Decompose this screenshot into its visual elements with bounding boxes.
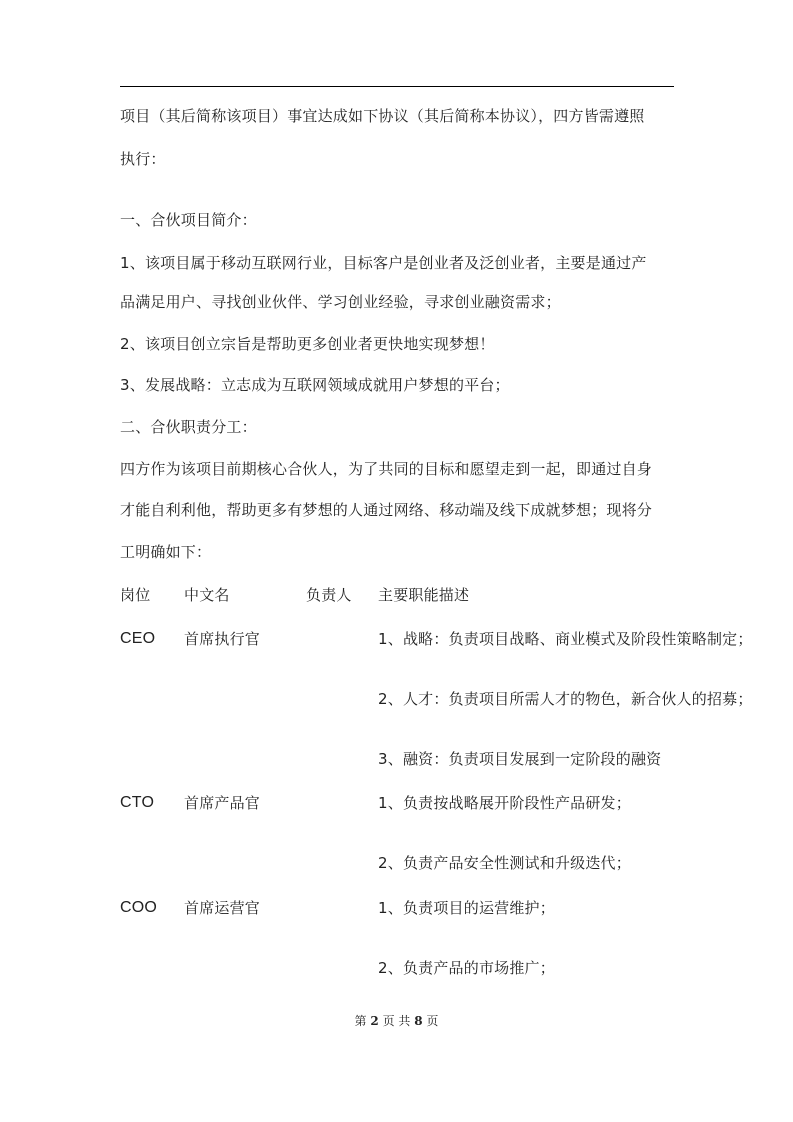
footer-suffix: 页: [426, 1014, 439, 1028]
section-2-body-line-3: 工明确如下：: [120, 543, 212, 561]
page-footer: [0, 1012, 793, 1029]
table-row-ceo-duty-3: 3、融资：负责项目发展到一定阶段的融资: [378, 750, 662, 768]
intro-paragraph-line-2: 执行：: [120, 150, 166, 168]
section-2-heading: 二、合伙职责分工：: [120, 418, 257, 436]
table-header-person: 负责人: [306, 586, 352, 604]
table-row-cto-chinese-name: 首席产品官: [184, 794, 261, 812]
table-row-coo-position: COO: [120, 899, 158, 916]
table-row-ceo-duty-2: 2、人才：负责项目所需人才的物色，新合伙人的招募；: [378, 690, 753, 708]
table-header-chinese-name: 中文名: [184, 586, 230, 604]
table-row-cto-duty-2: 2、负责产品安全性测试和升级迭代；: [378, 854, 631, 872]
table-row-ceo-duty-1: 1、战略：负责项目战略、商业模式及阶段性策略制定；: [378, 630, 753, 648]
footer-total-pages: 8: [414, 1014, 423, 1028]
footer-current-page: 2: [370, 1014, 379, 1028]
table-header-position: 岗位: [120, 586, 151, 604]
section-1-item-1-line-2: 品满足用户、寻找创业伙伴、学习创业经验，寻求创业融资需求；: [120, 293, 561, 311]
footer-middle: 页 共: [382, 1014, 411, 1028]
section-1-item-1-line-1: 1、该项目属于移动互联网行业，目标客户是创业者及泛创业者，主要是通过产: [120, 254, 647, 272]
footer-prefix: 第: [354, 1014, 367, 1028]
section-1-item-3: 3、发展战略：立志成为互联网领域成就用户梦想的平台；: [120, 376, 510, 394]
table-row-coo-duty-2: 2、负责产品的市场推广；: [378, 959, 555, 977]
table-row-ceo-position: CEO: [120, 630, 156, 647]
header-rule: [120, 86, 674, 87]
table-row-ceo-chinese-name: 首席执行官: [184, 630, 261, 648]
section-1-heading: 一、合伙项目简介：: [120, 211, 257, 229]
section-1-item-2: 2、该项目创立宗旨是帮助更多创业者更快地实现梦想！: [120, 335, 495, 353]
table-header-duties: 主要职能描述: [378, 586, 470, 604]
table-row-coo-chinese-name: 首席运营官: [184, 899, 261, 917]
intro-paragraph-line-1: 项目（其后简称该项目）事宜达成如下协议（其后简称本协议），四方皆需遵照: [120, 107, 645, 125]
table-row-cto-duty-1: 1、负责按战略展开阶段性产品研发；: [378, 794, 631, 812]
section-2-body-line-1: 四方作为该项目前期核心合伙人，为了共同的目标和愿望走到一起，即通过自身: [120, 460, 653, 478]
table-row-cto-position: CTO: [120, 794, 155, 811]
table-row-coo-duty-1: 1、负责项目的运营维护；: [378, 899, 555, 917]
section-2-body-line-2: 才能自利利他，帮助更多有梦想的人通过网络、移动端及线下成就梦想；现将分: [120, 501, 653, 519]
